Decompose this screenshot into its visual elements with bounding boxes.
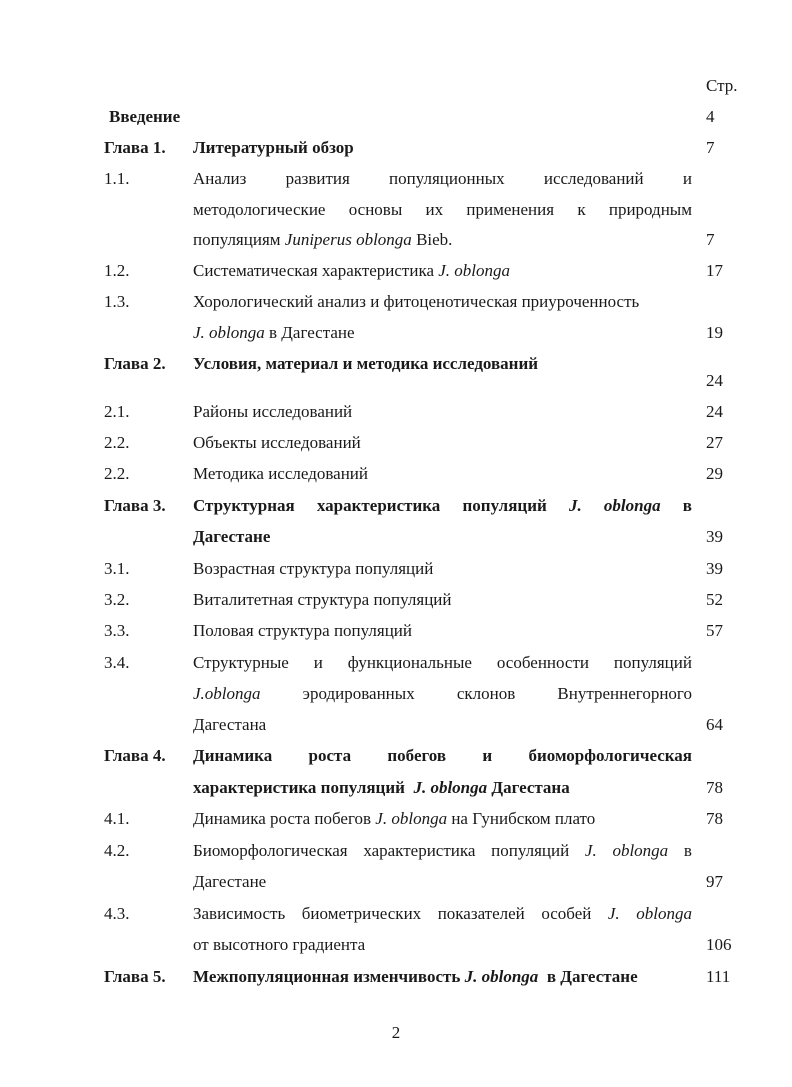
section-2-3-page: 29 xyxy=(706,464,723,483)
section-1-1-line1: Анализ развития популяционных исследований и xyxy=(193,169,692,188)
section-1-1-line3: популяциям Juniperus oblonga Bieb. xyxy=(193,230,453,249)
chapter-4-line2: характеристика популяций J. oblonga Дагестана xyxy=(193,778,570,797)
section-3-3-number: 3.3. xyxy=(104,621,130,640)
chapter-2-title: Условия, материал и методика исследований xyxy=(193,354,539,373)
section-4-3-line1: Зависимость биометрических показателей особей J. oblonga xyxy=(193,904,692,923)
section-3-4-line2: J.oblonga эродированных склонов Внутреннегорного xyxy=(193,684,692,703)
intro-page: 4 xyxy=(706,107,715,126)
intro-title: Введение xyxy=(109,107,181,126)
section-4-2-line1: Биоморфологическая характеристика популяций J. oblonga в xyxy=(193,841,692,860)
section-4-3-number: 4.3. xyxy=(104,904,130,923)
section-1-2-page: 17 xyxy=(706,261,723,280)
chapter-1-title: Литературный обзор xyxy=(193,138,354,157)
section-2-1-title: Районы исследований xyxy=(193,402,353,421)
section-1-3-line2: J. oblonga в Дагестане xyxy=(193,323,355,342)
section-4-1-number: 4.1. xyxy=(104,809,130,828)
section-2-3-title: Методика исследований xyxy=(193,464,368,483)
section-2-1-number: 2.1. xyxy=(104,402,130,421)
page-number: 2 xyxy=(391,1023,401,1042)
section-3-2-page: 52 xyxy=(706,590,723,609)
section-3-3-page: 57 xyxy=(706,621,723,640)
chapter-1-label: Глава 1. xyxy=(104,138,166,157)
section-2-1-page: 24 xyxy=(706,402,723,421)
chapter-3-line2: Дагестане xyxy=(193,527,271,546)
section-2-2-title: Объекты исследований xyxy=(193,433,361,452)
chapter-3-line1: Структурная характеристика популяций J. oblonga в xyxy=(193,496,692,515)
section-1-1-page: 7 xyxy=(706,230,715,249)
chapter-2-label: Глава 2. xyxy=(104,354,166,373)
section-3-1-title: Возрастная структура популяций xyxy=(193,559,434,578)
section-1-3-line1: Хорологический анализ и фитоценотическая приуроченность xyxy=(193,292,640,311)
section-4-2-line2: Дагестане xyxy=(193,872,267,891)
section-3-4-number: 3.4. xyxy=(104,653,130,672)
section-3-1-number: 3.1. xyxy=(104,559,130,578)
section-2-3-number: 2.2. xyxy=(104,464,130,483)
section-1-3-number: 1.3. xyxy=(104,292,130,311)
section-1-2-title: Систематическая характеристика J. oblonga xyxy=(193,261,511,280)
section-4-3-page: 106 xyxy=(706,935,732,954)
section-1-3-page: 19 xyxy=(706,323,723,342)
chapter-5-page: 111 xyxy=(706,967,731,986)
section-1-1-line2: методологические основы их применения к природным xyxy=(193,200,692,219)
section-3-4-line3: Дагестана xyxy=(193,715,267,734)
section-1-2-number: 1.2. xyxy=(104,261,130,280)
section-4-2-page: 97 xyxy=(706,872,723,891)
chapter-3-page: 39 xyxy=(706,527,723,546)
chapter-4-line1: Динамика роста побегов и биоморфологическая xyxy=(193,746,692,765)
chapter-4-label: Глава 4. xyxy=(104,746,166,765)
page-column-label: Стр. xyxy=(706,76,738,95)
section-3-4-line1: Структурные и функциональные особенности популяций xyxy=(193,653,692,672)
section-3-3-title: Половая структура популяций xyxy=(193,621,412,640)
section-2-2-page: 27 xyxy=(706,433,723,452)
section-4-1-title: Динамика роста побегов J. oblonga на Гунибском плато xyxy=(193,809,596,828)
chapter-3-label: Глава 3. xyxy=(104,496,166,515)
section-3-2-number: 3.2. xyxy=(104,590,130,609)
section-2-2-number: 2.2. xyxy=(104,433,130,452)
section-3-1-page: 39 xyxy=(706,559,723,578)
section-4-1-page: 78 xyxy=(706,809,723,828)
chapter-5-title: Межпопуляционная изменчивость J. oblonga в Дагестане xyxy=(193,967,638,986)
chapter-1-page: 7 xyxy=(706,138,715,157)
section-1-1-number: 1.1. xyxy=(104,169,130,188)
section-4-2-number: 4.2. xyxy=(104,841,130,860)
chapter-5-label: Глава 5. xyxy=(104,967,166,986)
section-4-3-line2: от высотного градиента xyxy=(193,935,366,954)
chapter-2-page: 24 xyxy=(706,371,723,390)
section-3-4-page: 64 xyxy=(706,715,723,734)
chapter-4-page: 78 xyxy=(706,778,723,797)
section-3-2-title: Виталитетная структура популяций xyxy=(193,590,452,609)
